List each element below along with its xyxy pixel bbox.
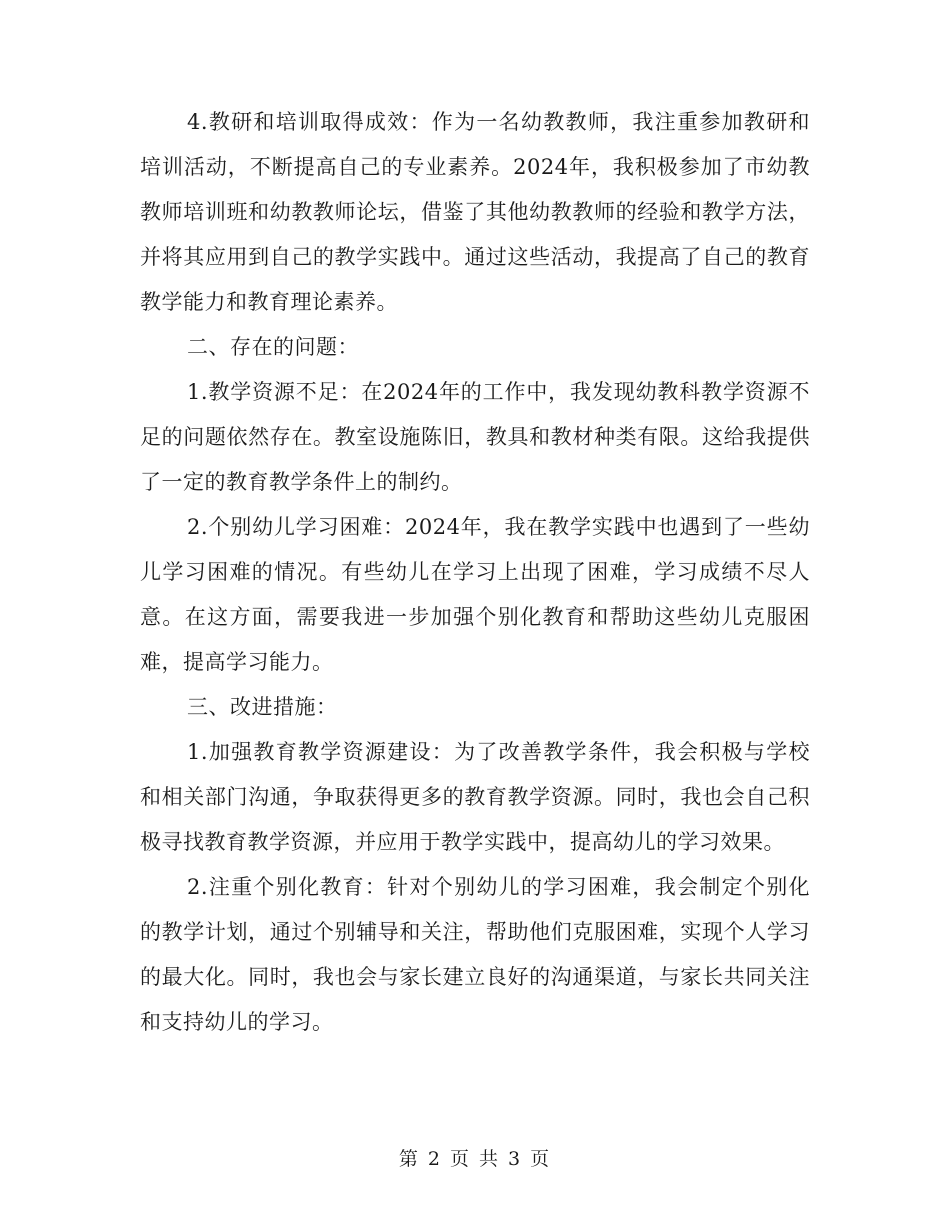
paragraph-resource-shortage: 1.教学资源不足：在2024年的工作中，我发现幼教科教学资源不足的问题依然存在。教室设施陈旧，教具和教材种类有限。这给我提供了一定的教育教学条件上的制约。	[140, 380, 810, 494]
paragraph-learning-difficulty: 2.个别幼儿学习困难：2024年，我在教学实践中也遇到了一些幼儿学习困难的情况。有些幼儿在学习上出现了困难，学习成绩不尽人意。在这方面，需要我进一步加强个别化教育和帮助这些幼儿克服困难，提高学习能力。	[140, 515, 810, 674]
page-number-footer: 第 2 页 共 3 页	[398, 1148, 552, 1170]
section-heading-problems: 二、存在的问题：	[187, 335, 359, 359]
paragraph-individualized-education: 2.注重个别化教育：针对个别幼儿的学习困难，我会制定个别化的教学计划，通过个别辅导和关注，帮助他们克服困难，实现个人学习的最大化。同时，我也会与家长建立良好的沟通渠道，与家长共同关注和支持幼儿的学习。	[140, 875, 810, 1034]
section-heading-improvements: 三、改进措施：	[187, 695, 338, 719]
paragraph-resource-building: 1.加强教育教学资源建设：为了改善教学条件，我会积极与学校和相关部门沟通，争取获得更多的教育教学资源。同时，我也会自己积极寻找教育教学资源，并应用于教学实践中，提高幼儿的学习效果。	[140, 740, 810, 854]
document-body	[140, 100, 810, 1045]
paragraph-teaching-research: 4.教研和培训取得成效：作为一名幼教教师，我注重参加教研和培训活动，不断提高自己的专业素养。2024年，我积极参加了市幼教教师培训班和幼教教师论坛，借鉴了其他幼教教师的经验和教学方法，并将其应用到自己的教学实践中。通过这些活动，我提高了自己的教育教学能力和教育理论素养。	[140, 110, 810, 314]
